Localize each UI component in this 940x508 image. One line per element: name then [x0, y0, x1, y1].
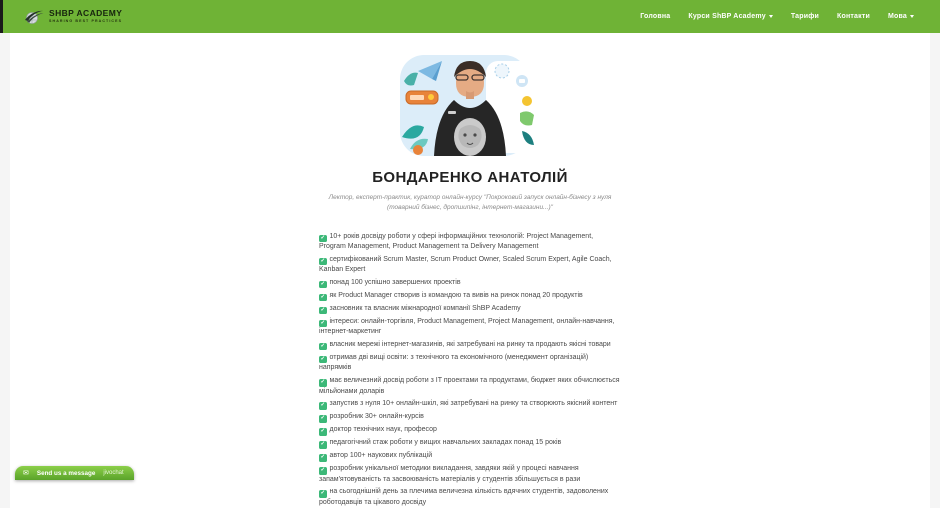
page-content: [10, 33, 930, 508]
list-item: ✓ як Product Manager створив із командою та вивів на ринок понад 20 продуктів: [320, 291, 583, 300]
list-item: ✓ 10+ років досвіду роботи у сфері інформаційних технологій: Project Management, Program Management, Product Management та Delivery Management: [319, 232, 594, 250]
profile-subtitle: Лектор, експерт-практик, куратор онлайн-курсу "Покроковий запуск онлайн-бізнесу з нуля (товарний бізнес, дропшипінг, інтернет-магазини...)": [328, 194, 612, 211]
main-nav: [640, 13, 914, 20]
page-title: БОНДАРЕНКО АНАТОЛІЙ: [372, 169, 568, 186]
checkmark-icon: ✓: [320, 379, 326, 386]
nav-item-contacts-label: Контакти: [837, 13, 870, 20]
checkmark-icon: ✓: [320, 441, 326, 448]
list-item: ✓ на сьогоднішній день за плечима величезна кількість вдячних студентів, задоволених роботодавців та цікавого досвіду: [319, 488, 609, 506]
checkmark-icon: ✓: [320, 342, 326, 349]
logo-tagline: SHARING BEST PRACTICES: [49, 18, 123, 23]
achievement-list: [319, 232, 621, 508]
list-item: ✓ педагогічний стаж роботи у вищих навчальних закладах понад 15 років: [320, 439, 562, 448]
checkmark-icon: ✓: [320, 355, 326, 362]
checkmark-icon: ✓: [320, 257, 326, 264]
nav-item-home[interactable]: [640, 13, 670, 20]
list-item: ✓ отримав дві вищі освіти: з технічного та економічного (менеджмент організацій) напрямків: [319, 353, 589, 372]
chevron-down-icon: [910, 15, 914, 18]
list-item: ✓ розробник унікальної методики викладання, завдяки якій у процесі навчання запам'ятовуваність та засвоюваність матеріалів у студентів збільшується в рази: [319, 465, 581, 483]
list-item: ✓ засновник та власник міжнародної компанії ShBP Academy: [320, 304, 521, 313]
checkmark-icon: ✓: [320, 280, 326, 287]
globe-swoosh-icon: [24, 9, 44, 25]
jivochat-widget[interactable]: [15, 466, 134, 480]
checkmark-icon: ✓: [320, 306, 326, 313]
logo[interactable]: [24, 9, 122, 25]
window-edge-strip: [0, 0, 3, 33]
list-item: ✓ понад 100 успішно завершених проектів: [320, 278, 461, 287]
logo-title: SHBP ACADEMY: [49, 8, 123, 19]
list-item: ✓ запустив з нуля 10+ онлайн-шкіл, які затребувані на ринку та створюють якісний контент: [320, 400, 618, 409]
list-item: ✓ власник мережі інтернет-магазинів, які затребувані на ринку та продають якісні товари: [320, 340, 611, 349]
nav-item-courses-label: Курси ShBP Academy: [688, 13, 766, 20]
nav-item-language[interactable]: [888, 13, 914, 20]
checkmark-icon: ✓: [320, 467, 326, 474]
envelope-icon: ✉: [23, 469, 29, 477]
checkmark-icon: ✓: [320, 402, 326, 409]
checkmark-icon: ✓: [320, 234, 326, 241]
checkmark-icon: ✓: [320, 415, 326, 422]
checkmark-icon: ✓: [320, 454, 326, 461]
nav-item-home-label: Головна: [640, 13, 671, 20]
list-item: ✓ автор 100+ наукових публікацій: [320, 452, 433, 461]
nav-item-language-label: Мова: [887, 13, 907, 20]
nav-item-pricing[interactable]: [791, 13, 819, 20]
nav-item-pricing-label: Тарифи: [790, 13, 820, 20]
checkmark-icon: ✓: [320, 490, 326, 497]
checkmark-icon: ✓: [320, 428, 326, 435]
checkmark-icon: ✓: [320, 319, 326, 326]
chevron-down-icon: [769, 15, 773, 18]
list-item: ✓ сертифікований Scrum Master, Scrum Product Owner, Scaled Scrum Expert, Agile Coach, Kanban Expert: [319, 255, 612, 274]
chat-widget-brand: jivochat: [103, 470, 124, 476]
list-item: ✓ доктор технічних наук, професор: [320, 426, 437, 435]
checkmark-icon: ✓: [320, 293, 326, 300]
nav-item-courses[interactable]: [688, 13, 772, 20]
profile-photo: [390, 53, 550, 156]
list-item: ✓ інтереси: онлайн-торгівля, Product Management, Project Management, онлайн-навчання, інтернет-маркетинг: [319, 317, 615, 336]
nav-item-contacts[interactable]: [837, 13, 870, 20]
chat-widget-label: Send us a message: [36, 469, 96, 477]
list-item: ✓ розробник 30+ онлайн-курсів: [320, 413, 424, 422]
list-item: ✓ має величезний досвід роботи з IT проектами та продуктами, бюджет яких обчислюється мільйонами доларів: [319, 377, 620, 395]
top-navbar: [0, 0, 940, 33]
